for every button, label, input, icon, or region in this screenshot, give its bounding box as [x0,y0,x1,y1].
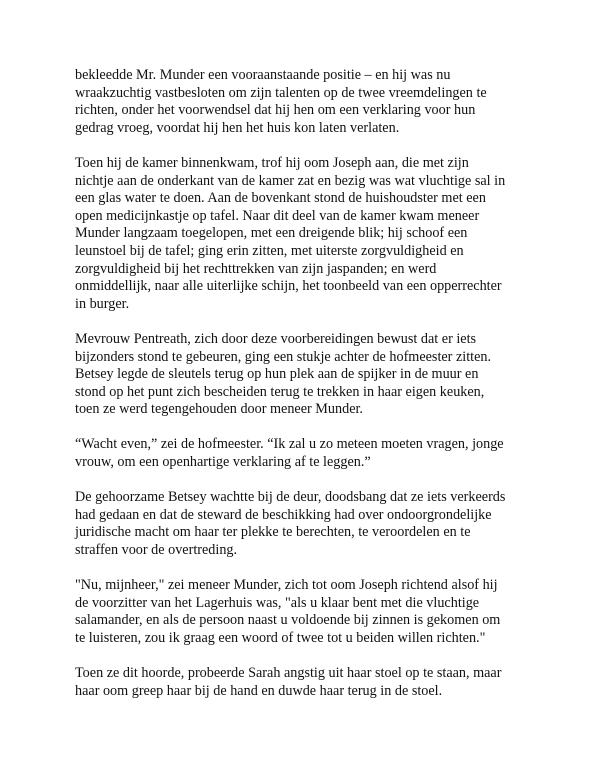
text-line: stond op het punt zich bescheiden terug te trekken in haar eigen keuken, [75,383,485,400]
text-line: open medicijnkastje op tafel. Naar dit deel van de kamer kwam meneer [75,207,480,224]
text-line: in burger. [75,295,130,312]
text-line: te luisteren, zou ik graag een woord of twee tot u beiden willen richten." [75,630,486,646]
text-line: de voorzitter van het Lagerhuis was, "als u klaar bent met die vluchtige [75,594,480,611]
text-line: richten, onder het voorwendsel dat hij hen om een verklaring voor hun [75,102,476,119]
text-line: Toen hij de kamer binnenkwam, trof hij oom Joseph aan, die met zijn [75,154,469,171]
paragraph-7 [75,665,545,700]
paragraph-5 [75,489,545,559]
text-line: haar oom greep haar bij de hand en duwde haar terug in de stoel. [75,682,443,699]
text-line: Toen ze dit hoorde, probeerde Sarah angstig uit haar stoel op te staan, maar [75,665,502,682]
text-line: Betsey legde de sleutels terug op hun plek aan de spijker in de muur en [75,366,479,383]
text-line: straffen voor de overtreding. [75,542,238,559]
text-line: Mevrouw Pentreath, zich door deze voorbereidingen bewust dat er iets [75,330,477,347]
text-line: had gedaan en dat de steward de beschikking had over ondoorgrondelijke [75,506,492,523]
text-line: nichtje aan de onderkant van de kamer zat en bezig was wat vluchtige sal in [75,172,506,189]
text-line: leunstoel bij de tafel; ging erin zitten, met uiterste zorgvuldigheid en [75,242,464,259]
paragraph-3 [75,331,545,419]
text-line: zorgvuldigheid bij het rechttrekken van zijn jaspanden; en werd [75,260,437,277]
paragraph-6 [75,577,545,647]
paragraph-1 [75,67,545,137]
text-line: bekleedde Mr. Munder een vooraanstaande positie – en hij was nu [75,67,451,83]
text-line: wraakzuchtig vastbesloten om zijn talenten op de twee vreemdelingen te [75,84,487,101]
text-line: bijzonders stond te gebeuren, ging een stukje achter de hofmeester zitten. [75,348,492,365]
paragraph-2 [75,155,545,313]
text-line: toen ze werd tegengehouden door meneer Munder. [75,401,363,418]
text-line: een glas water te doen. Aan de bovenkant stond de huishoudster met een [75,190,486,207]
text-line: onmiddellijk, naar alle uiterlijke schijn, het toonbeeld van een opperrechter [75,278,502,295]
text-line: De gehoorzame Betsey wachtte bij de deur, doodsbang dat ze iets verkeerds [75,489,506,506]
text-line: vrouw, om een openhartige verklaring af te leggen.” [75,454,371,471]
text-line: Munder langzaam toegelopen, met een dreigende blik; hij schoof een [75,225,468,242]
text-line: “Wacht even,” zei de hofmeester. “Ik zal u zo meteen moeten vragen, jonge [75,436,504,453]
text-line: juridische macht om haar ter plekke te berechten, te veroordelen en te [75,524,471,541]
text-line: salamander, en als de persoon naast u voldoende bij zinnen is gekomen om [75,612,501,629]
paragraph-4 [75,436,545,471]
document-page [75,67,545,718]
text-line: "Nu, mijnheer," zei meneer Munder, zich tot oom Joseph richtend alsof hij [75,577,498,594]
text-line: gedrag vroeg, voordat hij hen het huis kon laten verlaten. [75,119,400,136]
